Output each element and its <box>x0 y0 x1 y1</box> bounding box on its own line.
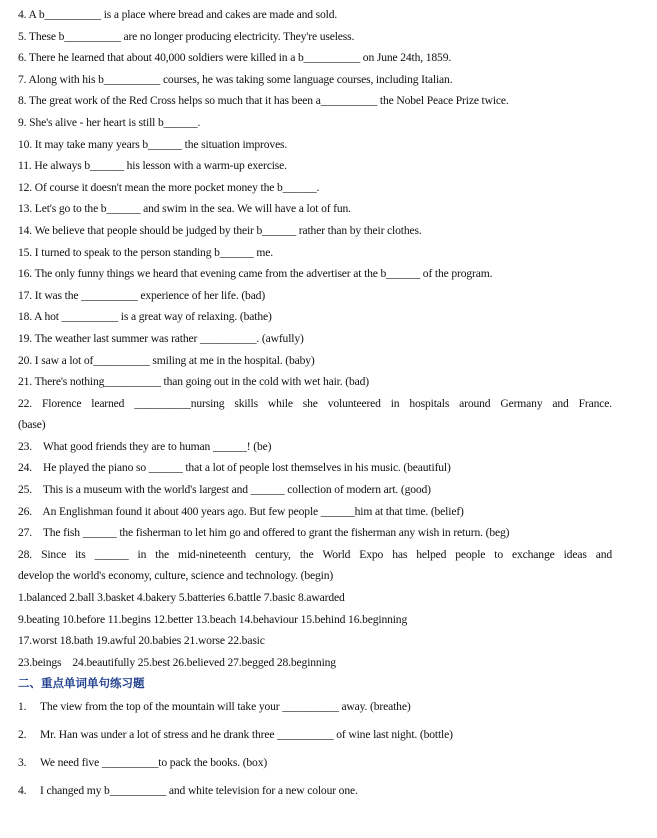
sentence-28-line-2: develop the world's economy, culture, science and technology. (begin) <box>18 569 334 583</box>
exercise-2-item-3 <box>18 749 612 777</box>
sentence-23: 23. What good friends they are to human ______! (be) <box>18 439 272 453</box>
sentence-22-line-2: (base) <box>18 418 46 432</box>
worksheet-page <box>18 4 612 805</box>
item-text: Mr. Han was under a lot of stress and he drank three __________ of wine last night. (bottle) <box>40 728 453 742</box>
section-2-exercises <box>18 693 612 805</box>
sentence-14: 14. We believe that people should be judged by their b______ rather than by their clothes. <box>18 223 422 237</box>
sentence-4: 4. A b__________ is a place where bread and cakes are made and sold. <box>18 8 338 21</box>
sentence-18: 18. A hot __________ is a great way of relaxing. (bathe) <box>18 310 272 324</box>
sentence-6: 6. There he learned that about 40,000 soldiers were killed in a b__________ on June 24th, 1859. <box>18 51 452 65</box>
sentence-8: 8. The great work of the Red Cross helps so much that it has been a__________ the Nobel Peace Prize twice. <box>18 94 509 108</box>
sentence-19: 19. The weather last summer was rather __________. (awfully) <box>18 331 304 345</box>
answer-line-3: 17.worst 18.bath 19.awful 20.babies 21.worse 22.basic <box>18 634 265 648</box>
item-number: 2. <box>18 728 27 742</box>
exercise-2-item-2 <box>18 721 612 749</box>
item-number: 4. <box>18 784 27 798</box>
sentence-15: 15. I turned to speak to the person standing b______ me. <box>18 245 273 259</box>
sentence-16: 16. The only funny things we heard that evening came from the advertiser at the b______ of the program. <box>18 267 493 281</box>
answer-line-2: 9.beating 10.before 11.begins 12.better 13.beach 14.behaviour 15.behind 16.beginning <box>18 612 408 626</box>
exercise-2-item-1 <box>18 693 612 721</box>
sentence-13: 13. Let's go to the b______ and swim in the sea. We will have a lot of fun. <box>18 202 351 216</box>
item-text: I changed my b__________ and white television for a new colour one. <box>40 784 358 798</box>
answer-line-1: 1.balanced 2.ball 3.basket 4.bakery 5.batteries 6.battle 7.basic 8.awarded <box>18 591 345 605</box>
exercise-2-item-4 <box>18 777 612 805</box>
item-text: The view from the top of the mountain will take your __________ away. (breathe) <box>40 700 411 714</box>
sentence-12: 12. Of course it doesn't mean the more pocket money the b______. <box>18 180 320 194</box>
sentence-28 <box>18 544 612 587</box>
sentence-22 <box>18 393 612 436</box>
sentence-20: 20. I saw a lot of__________ smiling at me in the hospital. (baby) <box>18 353 315 367</box>
item-number: 3. <box>18 756 27 770</box>
sentence-11: 11. He always b______ his lesson with a warm-up exercise. <box>18 159 287 173</box>
sentence-list-b <box>18 436 612 544</box>
sentence-28-line-1: 28. Since its ______ in the mid-nineteenth century, the World Expo has helped people to exchange ideas and <box>18 547 612 561</box>
sentence-25: 25. This is a museum with the world's largest and ______ collection of modern art. (good) <box>18 483 431 497</box>
item-text: We need five __________to pack the books. (box) <box>40 756 268 770</box>
sentence-7: 7. Along with his b__________ courses, he was taking some language courses, including Italian. <box>18 72 453 86</box>
answer-line-4: 23.beings 24.beautifully 25.best 26.believed 27.begged 28.beginning <box>18 655 336 669</box>
sentence-17: 17. It was the __________ experience of her life. (bad) <box>18 288 266 302</box>
sentence-list-a <box>18 4 612 393</box>
section-2-heading: 二、重点单词单句练习题 <box>18 676 145 691</box>
sentence-24: 24. He played the piano so ______ that a lot of people lost themselves in his music. (beautiful) <box>18 461 451 475</box>
sentence-27: 27. The fish ______ the fisherman to let him go and offered to grant the fisherman any wish in return. (beg) <box>18 526 510 540</box>
sentence-22-line-1: 22. Florence learned __________nursing skills while she volunteered in hospitals around Germany and France. <box>18 396 612 410</box>
sentence-10: 10. It may take many years b______ the situation improves. <box>18 137 288 151</box>
item-number: 1. <box>18 700 27 714</box>
sentence-5: 5. These b__________ are no longer producing electricity. They're useless. <box>18 29 355 43</box>
sentence-9: 9. She's alive - her heart is still b______. <box>18 115 201 129</box>
answer-key <box>18 587 612 673</box>
sentence-26: 26. An Englishman found it about 400 years ago. But few people ______him at that time. (belief) <box>18 504 464 518</box>
sentence-21: 21. There's nothing__________ than going out in the cold with wet hair. (bad) <box>18 375 369 389</box>
